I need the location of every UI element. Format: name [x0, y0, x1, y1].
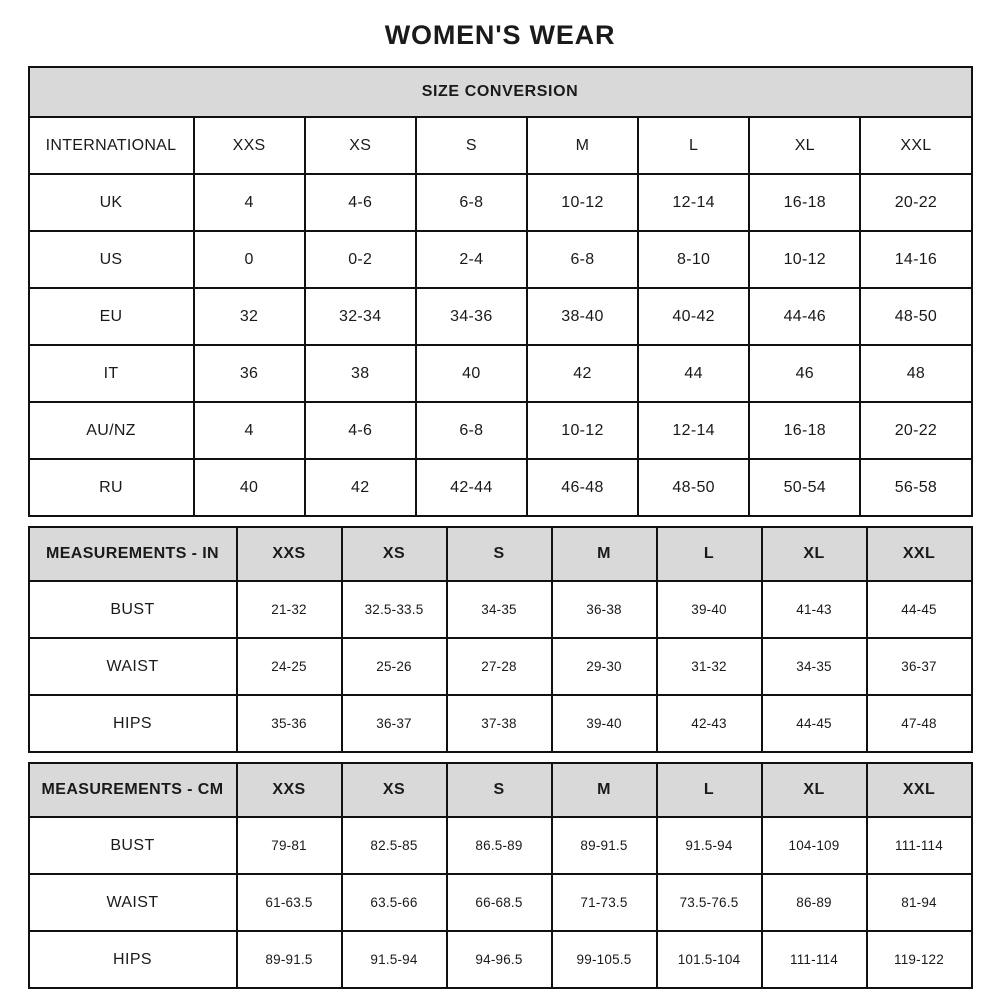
size-cell: 32	[194, 288, 305, 345]
size-cell: XXS	[194, 117, 305, 174]
row-label: BUST	[29, 581, 237, 638]
size-cell: 14-16	[860, 231, 971, 288]
size-cell: 10-12	[749, 231, 860, 288]
size-cell: 4-6	[305, 174, 416, 231]
measurements-cm-header-row	[29, 763, 972, 817]
size-column-header: L	[657, 763, 762, 817]
size-cell: 32-34	[305, 288, 416, 345]
size-cell: 34-36	[416, 288, 527, 345]
size-cell: 42-44	[416, 459, 527, 516]
table-label-header: MEASUREMENTS - CM	[29, 763, 237, 817]
measurement-cell: 63.5-66	[342, 874, 447, 931]
size-cell: XL	[749, 117, 860, 174]
measurement-cell: 24-25	[237, 638, 342, 695]
size-column-header: XL	[762, 527, 867, 581]
measurement-cell: 94-96.5	[447, 931, 552, 988]
measurement-cell: 39-40	[552, 695, 657, 752]
size-cell: 4-6	[305, 402, 416, 459]
row-label: AU/NZ	[29, 402, 194, 459]
table-row	[29, 817, 972, 874]
measurement-cell: 21-32	[237, 581, 342, 638]
size-cell: XXL	[860, 117, 971, 174]
size-cell: 4	[194, 174, 305, 231]
size-cell: 6-8	[527, 231, 638, 288]
measurement-cell: 29-30	[552, 638, 657, 695]
size-column-header: L	[657, 527, 762, 581]
size-cell: 46	[749, 345, 860, 402]
row-label: WAIST	[29, 874, 237, 931]
size-column-header: XS	[342, 763, 447, 817]
size-cell: 50-54	[749, 459, 860, 516]
row-label: BUST	[29, 817, 237, 874]
size-cell: 48-50	[638, 459, 749, 516]
size-cell: 42	[305, 459, 416, 516]
row-label: US	[29, 231, 194, 288]
measurement-cell: 41-43	[762, 581, 867, 638]
size-conversion-header: SIZE CONVERSION	[29, 67, 972, 117]
measurement-cell: 91.5-94	[342, 931, 447, 988]
size-column-header: M	[552, 527, 657, 581]
table-row	[29, 931, 972, 988]
size-cell: 20-22	[860, 402, 971, 459]
row-label: RU	[29, 459, 194, 516]
size-column-header: S	[447, 527, 552, 581]
measurement-cell: 34-35	[447, 581, 552, 638]
measurement-cell: 104-109	[762, 817, 867, 874]
table-row	[29, 874, 972, 931]
table-row	[29, 402, 972, 459]
size-cell: L	[638, 117, 749, 174]
measurement-cell: 61-63.5	[237, 874, 342, 931]
size-cell: 38-40	[527, 288, 638, 345]
size-cell: 56-58	[860, 459, 971, 516]
size-cell: 44-46	[749, 288, 860, 345]
measurement-cell: 42-43	[657, 695, 762, 752]
measurement-cell: 99-105.5	[552, 931, 657, 988]
size-cell: 20-22	[860, 174, 971, 231]
row-label: EU	[29, 288, 194, 345]
measurement-cell: 36-37	[342, 695, 447, 752]
table-row	[29, 638, 972, 695]
measurement-cell: 39-40	[657, 581, 762, 638]
measurement-cell: 71-73.5	[552, 874, 657, 931]
table-row	[29, 695, 972, 752]
size-cell: 40	[416, 345, 527, 402]
table-row	[29, 231, 972, 288]
measurement-cell: 66-68.5	[447, 874, 552, 931]
table-row	[29, 581, 972, 638]
table-row	[29, 459, 972, 516]
row-label: HIPS	[29, 695, 237, 752]
table-row	[29, 345, 972, 402]
row-label: UK	[29, 174, 194, 231]
measurement-cell: 86.5-89	[447, 817, 552, 874]
size-cell: 12-14	[638, 174, 749, 231]
measurement-cell: 79-81	[237, 817, 342, 874]
measurement-cell: 91.5-94	[657, 817, 762, 874]
measurement-cell: 34-35	[762, 638, 867, 695]
page-title: WOMEN'S WEAR	[384, 20, 616, 50]
measurements-in-header-row	[29, 527, 972, 581]
size-cell: 16-18	[749, 174, 860, 231]
measurement-cell: 73.5-76.5	[657, 874, 762, 931]
size-cell: 38	[305, 345, 416, 402]
size-column-header: XXL	[867, 527, 972, 581]
size-cell: S	[416, 117, 527, 174]
size-cell: 40-42	[638, 288, 749, 345]
row-label: WAIST	[29, 638, 237, 695]
measurement-cell: 82.5-85	[342, 817, 447, 874]
measurement-cell: 36-38	[552, 581, 657, 638]
measurement-cell: 86-89	[762, 874, 867, 931]
size-cell: 4	[194, 402, 305, 459]
table-row	[29, 117, 972, 174]
size-cell: 6-8	[416, 402, 527, 459]
size-cell: 44	[638, 345, 749, 402]
size-column-header: XXS	[237, 763, 342, 817]
measurement-cell: 81-94	[867, 874, 972, 931]
size-cell: 2-4	[416, 231, 527, 288]
row-label: HIPS	[29, 931, 237, 988]
size-cell: 6-8	[416, 174, 527, 231]
measurement-cell: 27-28	[447, 638, 552, 695]
size-cell: XS	[305, 117, 416, 174]
size-conversion-banner-row	[29, 67, 972, 117]
size-conversion-table	[28, 66, 973, 517]
measurement-cell: 89-91.5	[237, 931, 342, 988]
size-column-header: XXL	[867, 763, 972, 817]
measurement-cell: 32.5-33.5	[342, 581, 447, 638]
size-cell: 12-14	[638, 402, 749, 459]
size-cell: 48-50	[860, 288, 971, 345]
size-cell: 36	[194, 345, 305, 402]
size-cell: 10-12	[527, 402, 638, 459]
size-cell: 10-12	[527, 174, 638, 231]
measurement-cell: 119-122	[867, 931, 972, 988]
size-column-header: XL	[762, 763, 867, 817]
row-label: INTERNATIONAL	[29, 117, 194, 174]
size-cell: 16-18	[749, 402, 860, 459]
size-cell: 46-48	[527, 459, 638, 516]
size-cell: 48	[860, 345, 971, 402]
measurement-cell: 44-45	[762, 695, 867, 752]
size-column-header: M	[552, 763, 657, 817]
size-cell: 40	[194, 459, 305, 516]
row-label: IT	[29, 345, 194, 402]
size-cell: 0	[194, 231, 305, 288]
measurement-cell: 37-38	[447, 695, 552, 752]
table-row	[29, 288, 972, 345]
size-column-header: S	[447, 763, 552, 817]
measurement-cell: 111-114	[762, 931, 867, 988]
measurement-cell: 25-26	[342, 638, 447, 695]
size-cell: 42	[527, 345, 638, 402]
measurement-cell: 36-37	[867, 638, 972, 695]
measurement-cell: 35-36	[237, 695, 342, 752]
size-column-header: XS	[342, 527, 447, 581]
measurement-cell: 89-91.5	[552, 817, 657, 874]
measurement-cell: 101.5-104	[657, 931, 762, 988]
measurement-cell: 31-32	[657, 638, 762, 695]
size-cell: 8-10	[638, 231, 749, 288]
size-cell: 0-2	[305, 231, 416, 288]
measurements-in-table	[28, 526, 973, 753]
measurements-cm-table	[28, 762, 973, 989]
size-cell: M	[527, 117, 638, 174]
table-label-header: MEASUREMENTS - IN	[29, 527, 237, 581]
measurement-cell: 111-114	[867, 817, 972, 874]
measurement-cell: 44-45	[867, 581, 972, 638]
size-column-header: XXS	[237, 527, 342, 581]
measurement-cell: 47-48	[867, 695, 972, 752]
table-row	[29, 174, 972, 231]
